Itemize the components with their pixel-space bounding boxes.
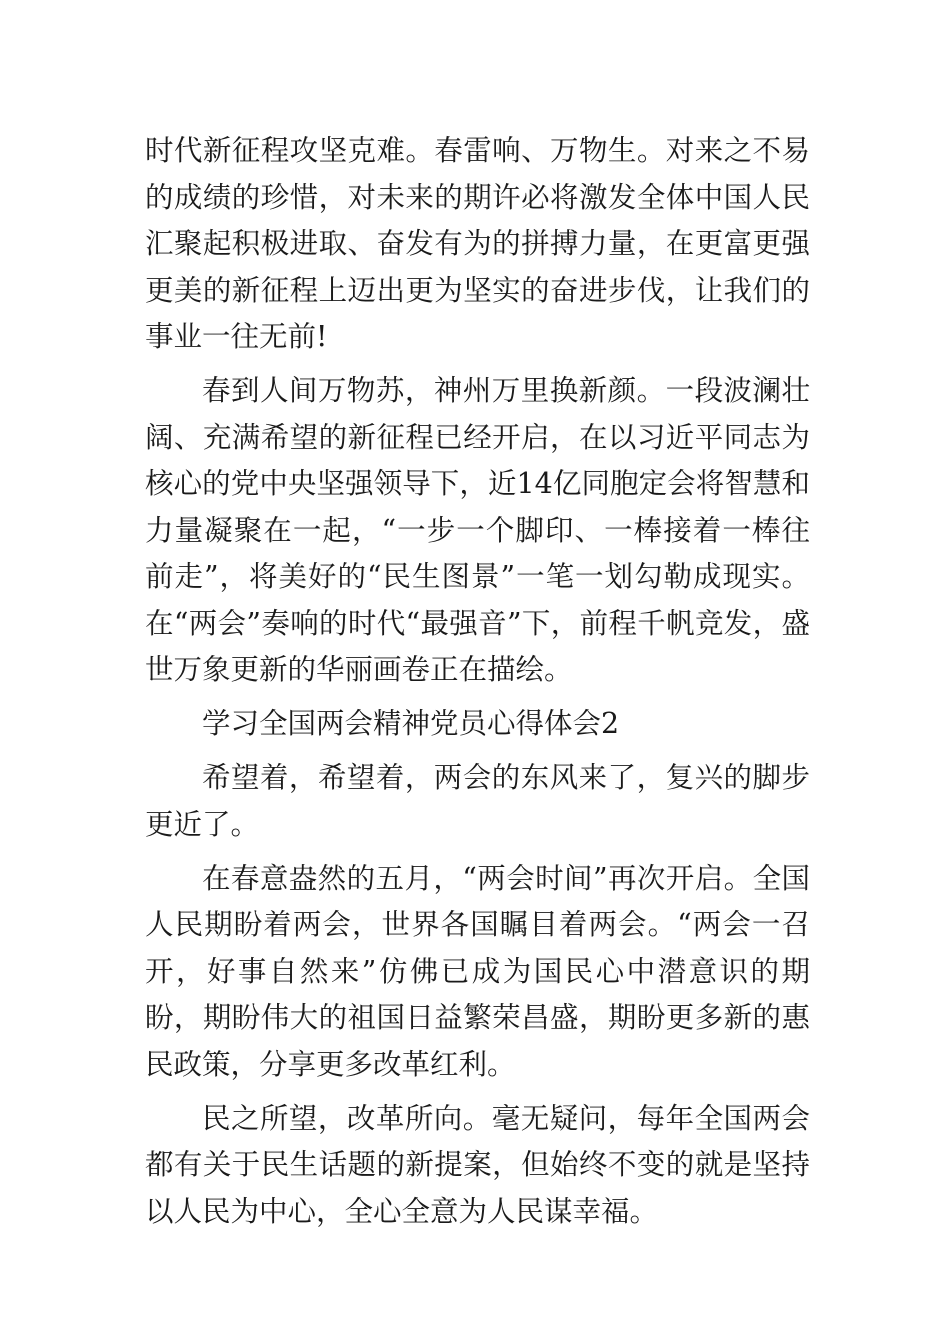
paragraph-reform: 民之所望，改革所向。毫无疑问，每年全国两会都有关于民生话题的新提案，但始终不变的就是坚持以人民为中心，全心全意为人民谋幸福。 <box>145 1101 810 1228</box>
paragraph-continued: 时代新征程攻坚克难。春雷响、万物生。对来之不易的成绩的珍惜，对未来的期许必将激发全体中国人民汇聚起积极进取、奋发有为的拼搏力量，在更富更强更美的新征程上迈出更为坚实的奋进步伐，让我们的事业一往无前! <box>145 134 810 353</box>
paragraph-hope: 希望着，希望着，两会的东风来了，复兴的脚步更近了。 <box>145 761 810 841</box>
paragraph-spring: 春到人间万物苏，神州万里换新颜。一段波澜壮阔、充满希望的新征程已经开启，在以习近平同志为核心的党中央坚强领导下，近14亿同胞定会将智慧和力量凝聚在一起，“一步一个脚印、一棒接着一棒往前走”，将美好的“民生图景”一笔一划勾勒成现实。在“两会”奏响的时代“最强音”下，前程千帆竞发，盛世万象更新的华丽画卷正在描绘。 <box>145 374 810 686</box>
document-body <box>145 128 810 1243</box>
paragraph-may: 在春意盎然的五月，“两会时间”再次开启。全国人民期盼着两会，世界各国瞩目着两会。“两会一召开，好事自然来”仿佛已成为国民心中潜意识的期盼，期盼伟大的祖国日益繁荣昌盛，期盼更多新的惠民政策，分享更多改革红利。 <box>145 861 810 1081</box>
section-heading: 学习全国两会精神党员心得体会2 <box>202 707 620 740</box>
